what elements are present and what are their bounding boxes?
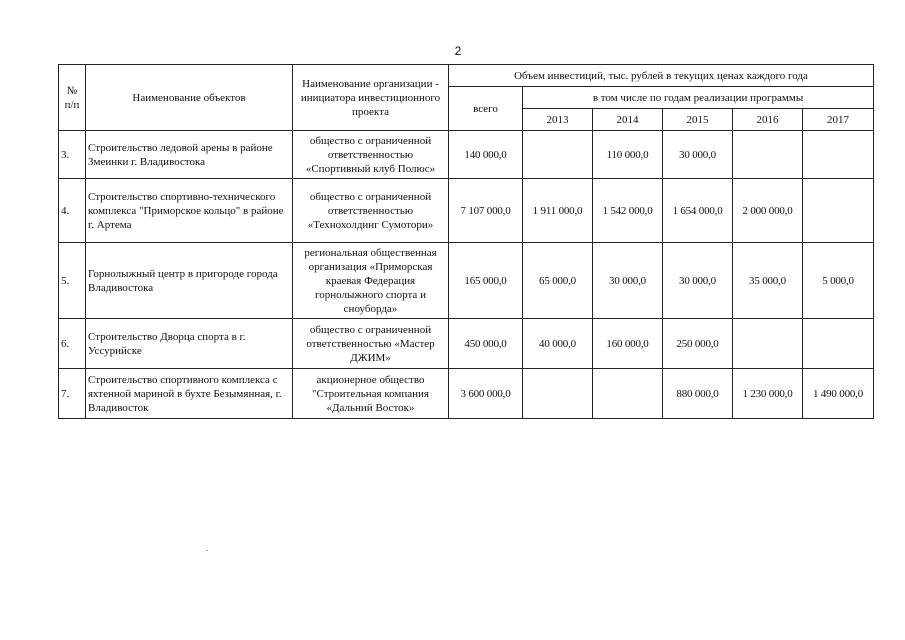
amount-2013: 1 911 000,0	[523, 179, 593, 243]
header-object: Наименование объектов	[86, 65, 293, 131]
table-row	[59, 319, 874, 369]
page-number: 2	[454, 44, 462, 58]
amount-2016	[733, 319, 803, 369]
amount-2014: 160 000,0	[593, 319, 663, 369]
amount-2017: 5 000,0	[803, 243, 874, 319]
organization-name: общество с ограниченной ответственностью «Спортивный клуб Полюс»	[293, 131, 449, 179]
amount-2016: 1 230 000,0	[733, 369, 803, 419]
total-amount: 165 000,0	[449, 243, 523, 319]
header-organization: Наименование организации - инициатора инвестиционного проекта	[293, 65, 449, 131]
object-name: Горнолыжный центр в пригороде города Владивостока	[86, 243, 293, 319]
object-name: Строительство спортивно-технического комплекса "Приморское кольцо" в районе г. Артема	[86, 179, 293, 243]
object-name: Строительство ледовой арены в районе Змеинки г. Владивостока	[86, 131, 293, 179]
header-year-2017: 2017	[803, 109, 874, 131]
amount-2017	[803, 319, 874, 369]
amount-2016	[733, 131, 803, 179]
table-row	[59, 369, 874, 419]
header-year-2014: 2014	[593, 109, 663, 131]
total-amount: 450 000,0	[449, 319, 523, 369]
header-volume: Объем инвестиций, тыс. рублей в текущих ценах каждого года	[449, 65, 874, 87]
organization-name: общество с ограниченной ответственностью «Мастер ДЖИМ»	[293, 319, 449, 369]
organization-name: акционерное общество "Строительная компания «Дальний Восток»	[293, 369, 449, 419]
row-number: 4.	[59, 179, 86, 243]
table-row	[59, 243, 874, 319]
amount-2015: 880 000,0	[663, 369, 733, 419]
total-amount: 7 107 000,0	[449, 179, 523, 243]
table-row	[59, 179, 874, 243]
amount-2014: 30 000,0	[593, 243, 663, 319]
row-number: 7.	[59, 369, 86, 419]
amount-2014: 110 000,0	[593, 131, 663, 179]
amount-2015: 30 000,0	[663, 131, 733, 179]
amount-2017	[803, 179, 874, 243]
header-by-year: в том числе по годам реализации программы	[523, 87, 874, 109]
amount-2017: 1 490 000,0	[803, 369, 874, 419]
organization-name: общество с ограниченной ответственностью «Технохолдинг Сумотори»	[293, 179, 449, 243]
object-name: Строительство Дворца спорта в г. Уссурийске	[86, 319, 293, 369]
amount-2016: 2 000 000,0	[733, 179, 803, 243]
row-number: 6.	[59, 319, 86, 369]
amount-2016: 35 000,0	[733, 243, 803, 319]
amount-2013	[523, 369, 593, 419]
investment-table	[58, 64, 874, 419]
row-number: 5.	[59, 243, 86, 319]
table-row	[59, 131, 874, 179]
amount-2014: 1 542 000,0	[593, 179, 663, 243]
amount-2013: 40 000,0	[523, 319, 593, 369]
row-number: 3.	[59, 131, 86, 179]
amount-2017	[803, 131, 874, 179]
header-total: всего	[449, 87, 523, 131]
total-amount: 140 000,0	[449, 131, 523, 179]
organization-name: региональная общественная организация «Приморская краевая Федерация горнолыжного спорта и сноуборда»	[293, 243, 449, 319]
header-num: № п/п	[59, 65, 86, 131]
amount-2015: 250 000,0	[663, 319, 733, 369]
amount-2015: 1 654 000,0	[663, 179, 733, 243]
amount-2013	[523, 131, 593, 179]
header-year-2015: 2015	[663, 109, 733, 131]
total-amount: 3 600 000,0	[449, 369, 523, 419]
amount-2014	[593, 369, 663, 419]
header-year-2016: 2016	[733, 109, 803, 131]
amount-2013: 65 000,0	[523, 243, 593, 319]
header-year-2013: 2013	[523, 109, 593, 131]
scan-speck	[206, 550, 208, 551]
amount-2015: 30 000,0	[663, 243, 733, 319]
object-name: Строительство спортивного комплекса с яхтенной мариной в бухте Безымянная, г. Владивосток	[86, 369, 293, 419]
